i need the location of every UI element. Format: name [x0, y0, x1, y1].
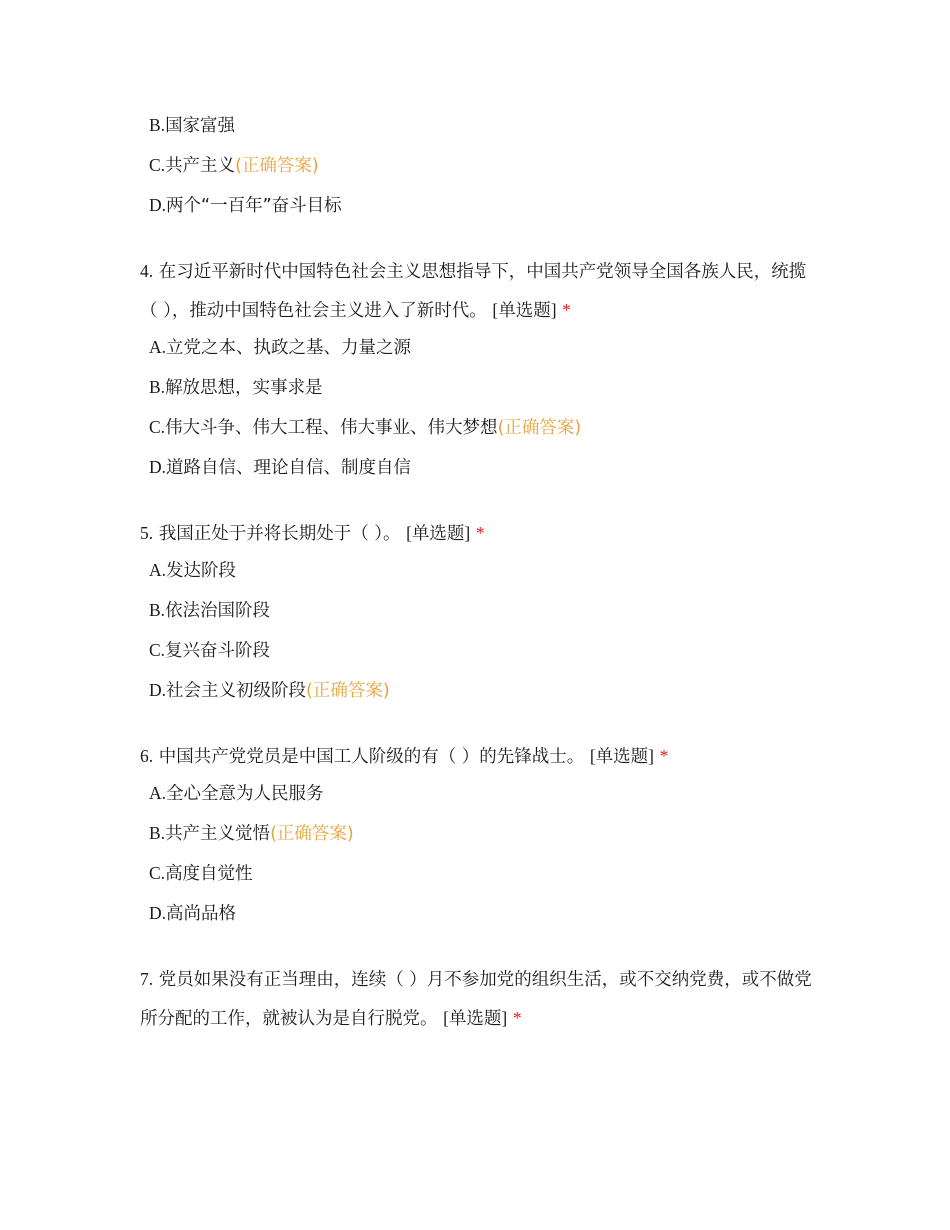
option-b: [149, 822, 820, 844]
required-marker: *: [512, 1008, 522, 1028]
option-d: [149, 194, 820, 216]
question-type-label: 单选题: [595, 747, 649, 767]
option-letter: D.: [149, 195, 167, 215]
required-marker: *: [562, 300, 571, 320]
question-6: [140, 737, 820, 924]
question-stem: [140, 737, 820, 776]
required-marker: *: [475, 523, 485, 543]
question-type: [443, 1008, 507, 1028]
required-marker: *: [659, 746, 669, 766]
question-number: 7.: [140, 969, 154, 989]
option-letter: A.: [149, 783, 167, 803]
option-a: [149, 559, 820, 581]
question-type-label: 单选题: [411, 524, 465, 544]
option-c: [149, 639, 820, 661]
question-number: 4.: [140, 261, 154, 281]
quiz-content: [140, 114, 820, 1044]
option-letter: A.: [149, 337, 167, 357]
question-type-label: 单选题: [448, 1009, 502, 1029]
option-text: 国家富强: [165, 116, 236, 136]
option-b: [149, 599, 820, 621]
bracket-open: [: [406, 523, 412, 543]
option-letter: C.: [149, 863, 166, 883]
bracket-close: ]: [550, 300, 557, 320]
question-text: 我国正处于并将长期处于（ ）。: [158, 524, 401, 544]
option-d: [149, 902, 820, 924]
option-b: [149, 376, 820, 398]
option-text: 道路自信、理论自信、制度自信: [166, 458, 412, 478]
option-d: [149, 679, 820, 701]
question-stem: [140, 514, 820, 553]
option-letter: D.: [149, 903, 167, 923]
question-number: 6.: [140, 746, 154, 766]
correct-answer-label: (正确答案): [235, 156, 319, 176]
question-stem: [140, 960, 820, 1038]
question-type: [406, 523, 470, 543]
question-text: 党员如果没有正当理由，连续（ ）月不参加党的组织生活，或不交纳党费，或不做党所分配的工作，就被认为是自行脱党。: [140, 970, 812, 1029]
partial-question-options: [140, 114, 820, 216]
bracket-open: [: [492, 300, 499, 320]
option-c: [149, 416, 820, 438]
option-letter: C.: [149, 417, 166, 437]
question-type: [590, 746, 654, 766]
option-c: [149, 154, 820, 176]
option-c: [149, 862, 820, 884]
option-a: [149, 782, 820, 804]
question-text: 在习近平新时代中国特色社会主义思想指导下，中国共产党领导全国各族人民，统揽（ ），推动中国特色社会主义进入了新时代。: [140, 262, 807, 321]
question-4: [140, 252, 820, 478]
bracket-close: ]: [464, 523, 471, 543]
option-letter: B.: [149, 600, 166, 620]
bracket-open: [: [443, 1008, 449, 1028]
correct-answer-label: (正确答案): [497, 418, 582, 438]
bracket-close: ]: [648, 746, 654, 766]
correct-answer-label: (正确答案): [270, 824, 354, 844]
question-7: [140, 960, 820, 1038]
option-text: 依法治国阶段: [165, 601, 271, 621]
bracket-close: ]: [501, 1008, 508, 1028]
option-text: 全心全意为人民服务: [166, 784, 324, 804]
option-text: 社会主义初级阶段: [166, 681, 307, 701]
option-letter: B.: [149, 115, 166, 135]
option-letter: B.: [149, 823, 166, 843]
option-text: 共产主义觉悟: [165, 824, 271, 844]
question-type: [492, 300, 556, 320]
option-letter: D.: [149, 680, 167, 700]
question-5: [140, 514, 820, 701]
option-text: 发达阶段: [166, 561, 237, 581]
question-type-label: 单选题: [498, 301, 551, 321]
option-letter: B.: [149, 377, 166, 397]
option-letter: A.: [149, 560, 167, 580]
option-letter: C.: [149, 155, 166, 175]
option-text: 共产主义: [165, 156, 236, 176]
correct-answer-label: (正确答案): [306, 681, 390, 701]
option-a: [149, 336, 820, 358]
option-text: 伟大斗争、伟大工程、伟大事业、伟大梦想: [165, 418, 498, 438]
option-text: 两个“一百年”奋斗目标: [166, 196, 342, 216]
option-letter: D.: [149, 457, 167, 477]
option-d: [149, 456, 820, 478]
question-stem: [140, 252, 820, 330]
question-text: 中国共产党党员是中国工人阶级的有（ ）的先锋战士。: [158, 747, 585, 767]
option-text: 立党之本、执政之基、力量之源: [166, 338, 412, 358]
bracket-open: [: [589, 746, 596, 766]
option-letter: C.: [149, 640, 166, 660]
option-text: 高尚品格: [166, 904, 237, 924]
option-text: 复兴奋斗阶段: [165, 641, 271, 661]
option-text: 高度自觉性: [165, 864, 253, 884]
option-text: 解放思想，实事求是: [165, 378, 323, 398]
option-b: [149, 114, 820, 136]
question-number: 5.: [140, 523, 154, 543]
